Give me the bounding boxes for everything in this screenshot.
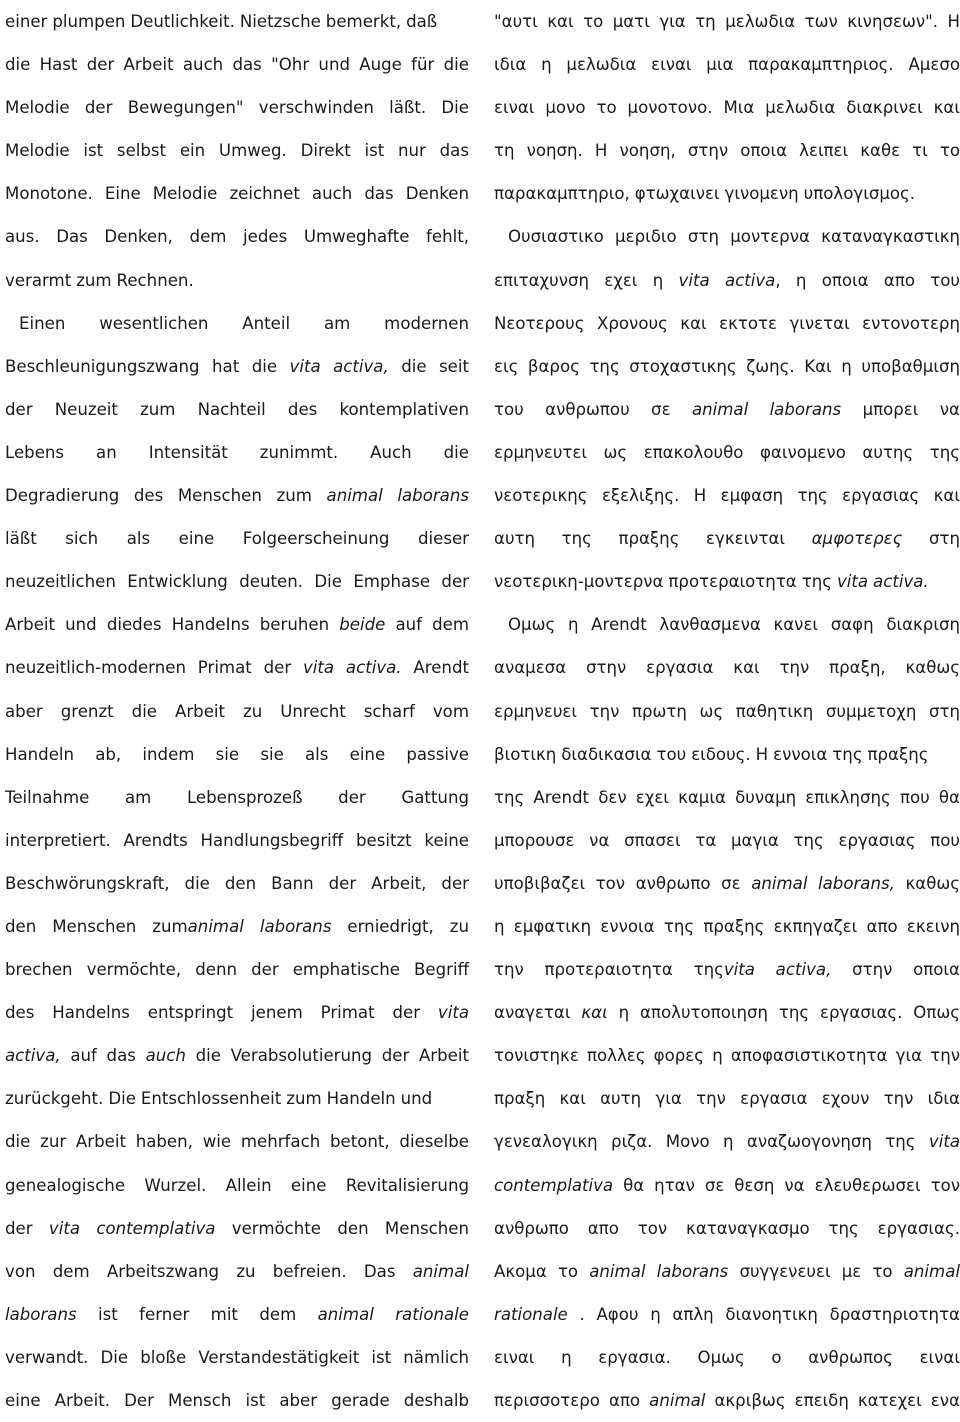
text-segment: ιδια η μελωδια ειναι μια παρακαμπτηριος. Αμεσο [494,55,960,75]
text-segment: νεοτερικης εξελιξης. Η εμφαση της εργασιας και [494,486,960,506]
text-segment: τη νοηση. Η νοηση, στην οποια λειπει καθε τι το [494,141,960,161]
text-segment: ειναι μονο το μονοτονο. Μια μελωδια διακρινει και [494,98,960,118]
text-line [494,1164,960,1207]
text-line [5,1034,469,1077]
text-segment: die seit [388,356,469,376]
text-segment: Handeln ab, indem sie sie als eine passive [5,744,469,764]
text-segment: Νεοτερους Χρονους και εκτοτε γινεται εντονοτερη [494,313,960,333]
text-line [5,733,469,776]
italic-term: και [581,1003,608,1023]
text-line [5,1207,469,1250]
text-segment: Lebens an Intensität zunimmt. Auch die [5,442,469,462]
text-segment: Arbeit und diedes HandeIns beruhen [5,615,340,635]
text-segment: Monotone. Eine Melodie zeichnet auch das Denken [5,184,469,204]
text-segment: läßt sich als eine Folgeerscheinung dieser [5,529,469,549]
text-segment: der [5,1218,49,1238]
text-segment: αναγεται [494,1003,582,1023]
text-segment: . Αφου η απλη διανοητικη δραστηριοτητα [567,1304,960,1324]
italic-term: activa, [5,1046,61,1066]
text-segment: eine Arbeit. Der Mensch ist aber gerade deshalb [5,1391,469,1410]
text-segment: verarmt zum Rechnen. [5,270,194,290]
text-segment: interpretiert. Arendts Handlungsbegriff besitzt keine [5,830,469,850]
text-line [5,991,469,1034]
text-segment: παρακαμπτηριο, φτωχαινει γινομενη υπολογισμος. [494,184,916,204]
text-segment: Melodie ist selbst ein Umweg. Direkt ist nur das [5,141,469,161]
text-segment: θα ηταν σε θεση να ελευθερωσει τον [613,1175,960,1195]
text-segment: vermöchte den Menschen [215,1218,469,1238]
italic-term: animal [903,1261,960,1281]
text-line [5,905,469,948]
text-line [5,1336,469,1379]
text-segment: den Menschen zum [5,916,188,936]
italic-term: animal laborans [589,1261,729,1281]
text-line [5,0,469,43]
text-segment: ερμηνευει την πρωτη ως παθητικη συμμετοχη στη [494,701,960,721]
text-line [5,172,469,215]
text-line [494,991,960,1034]
text-segment: brechen vermöchte, denn der emphatische Begriff [5,960,469,980]
text-segment: Beschleunigungszwang hat die [5,356,290,376]
text-segment: ακριβως επειδη κατεχει ενα [705,1391,960,1410]
text-segment: υποβιβαζει τον ανθρωπο σε [494,873,752,893]
text-segment: ανθρωπο απο τον καταναγκασμο της εργασιας. [494,1218,960,1238]
text-line [5,603,469,646]
text-segment: Ουσιαστικο μεριδιο στη μοντερνα καταναγκαστικη [508,227,960,247]
text-line [5,431,469,474]
italic-term: laborans [5,1304,77,1324]
text-segment: erniedrigt, zu [331,916,469,936]
italic-term: vita activa, [723,960,832,980]
italic-term: vita [437,1003,469,1023]
text-segment: zurückgeht. Die Entschlossenheit zum Handeln und [5,1089,433,1109]
text-segment: βιοτικη διαδικασια του ειδους. Η εννοια της πραξης [494,744,929,764]
text-segment: η απολυτοποιηση της εργασιας. Οπως [607,1003,960,1023]
text-segment: verwandt. Die bloße Verstandestätigkeit ist nämlich [5,1347,469,1367]
text-segment: στην οποια [831,960,960,980]
text-line [5,948,469,991]
text-segment: Ομως η Arendt λανθασμενα κανει σαφη διακριση [508,615,960,635]
text-segment: η εμφατικη εννοια της πραξης εκπηγαζει απο εκεινη [494,916,960,936]
text-line [494,1120,960,1163]
text-line [5,43,469,86]
text-line [5,560,469,603]
text-segment: ειναι η εργασια. Ομως ο ανθρωπος ειναι [494,1347,960,1367]
text-segment: die Hast der Arbeit auch das "Ohr und Auge für die [5,55,469,75]
text-line [5,819,469,862]
text-line [494,1207,960,1250]
text-segment: Teilnahme am Lebensprozeß der Gattung [5,787,469,807]
text-line [5,1379,469,1422]
text-segment: πραξη και αυτη για την εργασια εχουν την ιδια [494,1089,960,1109]
text-segment: αυτη της πραξης εγκεινται [494,529,812,549]
text-segment: "αυτι και το ματι για τη μελωδια των κινησεων". Η [494,12,960,31]
text-line [494,690,960,733]
italic-term: vita activa, [289,356,389,376]
text-line [5,690,469,733]
italic-term: animal laborans [691,399,842,419]
text-line [494,172,960,215]
text-line [5,1120,469,1163]
text-segment: die Verabsolutierung der Arbeit [185,1046,469,1066]
italic-term: vita contemplativa [48,1218,216,1238]
text-segment: genealogische Wurzel. Allein eine Revitalisierung [5,1175,469,1195]
text-segment: ist ferner mit dem [76,1304,318,1324]
italic-term: animal [412,1261,469,1281]
text-line [5,1250,469,1293]
text-segment: Melodie der Bewegungen" verschwinden läßt. Die [5,98,469,118]
text-segment: στη [902,529,960,549]
italic-term: contemplativa [494,1175,614,1195]
italic-term: animal laborans [326,486,469,506]
text-line [494,603,960,646]
text-segment: του ανθρωπου σε [494,399,692,419]
text-line [494,1034,960,1077]
text-segment: Arendt [401,658,469,678]
text-line [494,86,960,129]
text-segment: aus. Das Denken, dem jedes Umweghafte fehlt, [5,227,469,247]
text-line [494,905,960,948]
text-segment: die zur Arbeit haben, wie mehrfach betont, dieselbe [5,1132,469,1152]
text-segment: αναμεσα στην εργασια και την πραξη, καθως [494,658,960,678]
text-segment: συγγενευει με το [728,1261,904,1281]
text-line [494,215,960,258]
text-segment: Beschwörungskraft, die den Bann der Arbeit, der [5,873,469,893]
italic-term: rationale [494,1304,568,1324]
text-line [5,215,469,258]
text-line [494,431,960,474]
text-segment: τονιστηκε πολλες φορες η αποφασιστικοτητα για την [494,1046,960,1066]
text-segment: der Neuzeit zum Nachteil des kontemplativen [5,399,469,419]
text-line [5,1293,469,1336]
german-text-column [5,0,469,1422]
text-segment: Degradierung des Menschen zum [5,486,327,506]
text-segment: neuzeitlichen Entwicklung deuten. Die Emphase der [5,572,469,592]
text-line [494,1077,960,1120]
italic-term: animal laborans, [751,873,895,893]
text-segment: aber grenzt die Arbeit zu Unrecht scharf vom [5,701,469,721]
text-line [494,388,960,431]
text-line [5,517,469,560]
text-line [5,646,469,689]
greek-text-column [494,0,960,1422]
text-segment: επιταχυνση εχει η [494,270,679,290]
text-line [494,948,960,991]
text-line [494,1293,960,1336]
text-segment: ερμηνευτει ως επακολουθο φαινομενο αυτης της [494,442,960,462]
text-segment: auf dem [385,615,469,635]
text-segment: neuzeitlich-modernen Primat der [5,658,303,678]
text-line [5,388,469,431]
text-segment: Einen wesentlichen Anteil am modernen [19,313,469,333]
text-line [494,474,960,517]
italic-term: auch [145,1046,186,1066]
text-line [5,345,469,388]
text-segment: μπορει να [841,399,960,419]
text-line [494,345,960,388]
text-segment: της Arendt δεν εχει καμια δυναμη επικλησης που θα [494,787,960,807]
text-line [494,302,960,345]
italic-term: vita activa [678,270,776,290]
italic-term: animal rationale [317,1304,469,1324]
text-line [5,862,469,905]
text-line [494,1336,960,1379]
text-segment: , η οποια απο του [775,270,960,290]
text-line [494,776,960,819]
text-segment: γενεαλογικη ριζα. Μονο η αναζωογονηση της [494,1132,929,1152]
text-line [494,646,960,689]
text-segment: des Handelns entspringt jenem Primat der [5,1003,438,1023]
text-segment: περισσοτερο απο [494,1391,650,1410]
text-line [494,0,960,43]
text-segment: von dem Arbeitszwang zu befreien. Das [5,1261,413,1281]
italic-term: vita [928,1132,960,1152]
text-line [494,733,960,776]
text-line [494,819,960,862]
text-segment: einer plumpen Deutlichkeit. Nietzsche bemerkt, daß [5,12,438,31]
italic-term: vita activa. [836,572,929,592]
text-line [494,43,960,86]
italic-term: vita activa. [302,658,402,678]
text-line [494,560,960,603]
text-segment: Ακομα το [494,1261,590,1281]
italic-term: animal laborans [187,916,332,936]
text-segment: εις βαρος της στοχαστικης ζωης. Και η υποβαθμιση [494,356,960,376]
italic-term: αμφοτερες [811,529,903,549]
italic-term: animal [649,1391,706,1410]
text-line [5,1164,469,1207]
text-line [5,1077,469,1120]
text-segment: μπορουσε να σπασει τα μαγια της εργασιας που [494,830,960,850]
text-segment: νεοτερικη-μοντερνα προτεραιοτητα της [494,572,837,592]
text-segment: καθως [894,873,960,893]
text-line [5,474,469,517]
text-line [494,259,960,302]
text-segment: auf das [60,1046,146,1066]
text-line [5,129,469,172]
text-segment: την προτεραιοτητα της [494,960,724,980]
text-line [5,302,469,345]
text-line [5,86,469,129]
text-line [494,1250,960,1293]
text-line [5,259,469,302]
text-line [494,1379,960,1422]
text-line [494,129,960,172]
italic-term: beide [339,615,386,635]
text-line [494,862,960,905]
text-line [494,517,960,560]
text-line [5,776,469,819]
